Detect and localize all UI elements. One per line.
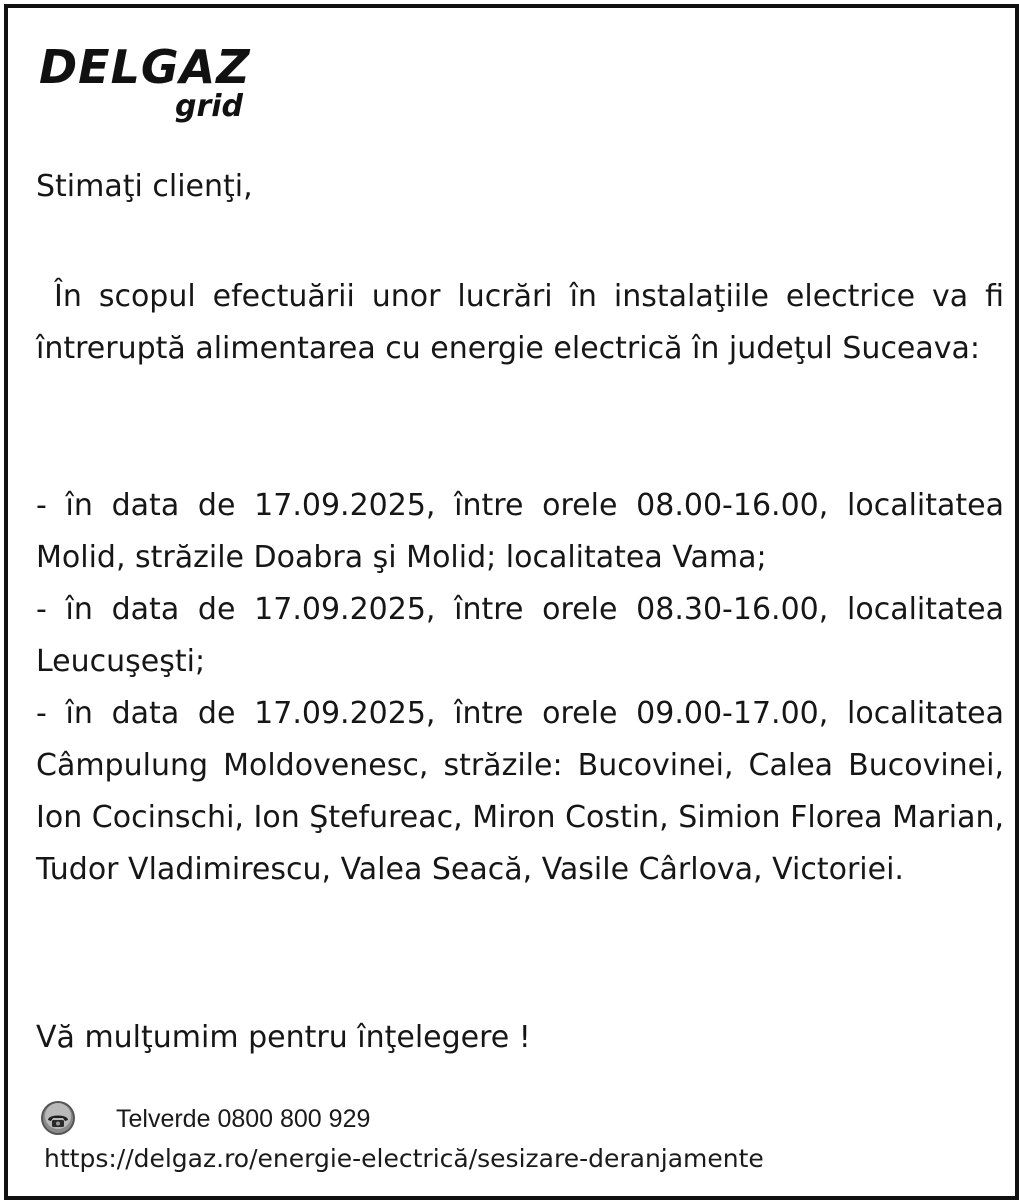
schedule-item: - în data de 17.09.2025, între orele 08.00-16.00, localitatea Molid, străzile Doabra şi Molid; localitatea Vama; — [36, 488, 1004, 575]
notice-frame — [4, 4, 1019, 1200]
logo-subtitle: grid — [175, 89, 244, 124]
outage-schedule — [36, 480, 1004, 896]
greeting: Stimaţi clienţi, — [36, 169, 253, 204]
hotline-number: Telverde 0800 800 929 — [116, 1105, 371, 1133]
logo-wordmark: DELGAZ — [39, 40, 251, 94]
schedule-item: - în data de 17.09.2025, între orele 08.30-16.00, localitatea Leucuşeşti; — [36, 592, 1004, 679]
delgaz-grid-logo — [39, 42, 279, 132]
intro-paragraph: În scopul efectuării unor lucrări în instalaţiile electrice va fi întreruptă alimentarea cu energie electrică în judeţul Suceava: — [36, 279, 1004, 366]
telephone-icon — [40, 1100, 76, 1136]
schedule-item: - în data de 17.09.2025, între orele 09.00-17.00, localitatea Câmpulung Moldovenesc, străzile: Bucovinei, Calea Bucovinei, Ion Cocinschi, Ion Ştefureac, Miron Costin, Simion Florea Marian, Tudor Vladimirescu, Valea Seacă, Vasile Cârlova, Victoriei. — [36, 696, 1004, 887]
thank-you-note: Vă mulţumim pentru înţelegere ! — [36, 1020, 531, 1055]
outage-report-link[interactable]: https://delgaz.ro/energie-electrică/sesizare-deranjamente — [44, 1144, 764, 1173]
